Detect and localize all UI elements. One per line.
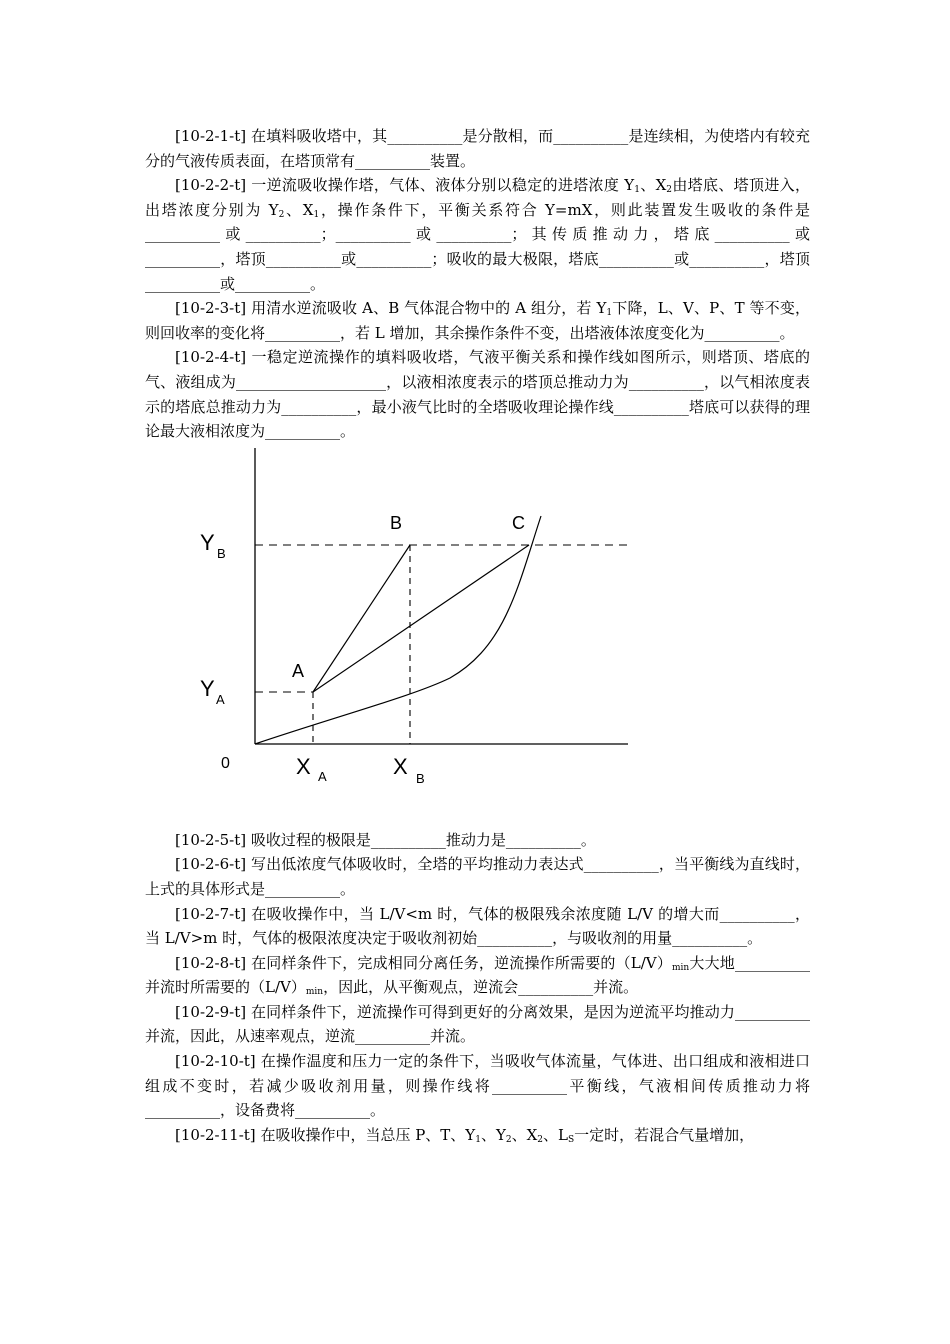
point-a-label: A: [292, 660, 305, 681]
problem-10-2-9: [10-2-9-t] 在同样条件下，逆流操作可得到更好的分离效果，是因为逆流平均推动力__________并流，因此，从速率观点，逆流__________并流。: [145, 1002, 810, 1046]
xa-label: X: [296, 753, 311, 779]
xa-sub-label: A: [318, 768, 327, 784]
problem-10-2-5: [10-2-5-t] 吸收过程的极限是__________推动力是__________。: [175, 830, 596, 849]
yb-sub-label: B: [217, 545, 226, 561]
problem-id: [10-2-2-t]: [175, 176, 247, 195]
problem-10-2-10: [10-2-10-t] 在操作温度和压力一定的条件下，当吸收气体流量，气体进、出口组成和液相进口组成不变时，若减少吸收剂用量，则操作线将__________平衡线，气液相间传质推动力将__________，设备费将__________。: [145, 1052, 810, 1120]
problem-id: [10-2-5-t]: [175, 830, 247, 849]
problem-id: [10-2-3-t]: [175, 299, 247, 318]
problem-id: [10-2-1-t]: [175, 127, 247, 145]
problem-id: [10-2-6-t]: [175, 855, 247, 874]
problem-10-2-2: [10-2-2-t] 一逆流吸收操作塔，气体、液体分别以稳定的进塔浓度 $Y_1$、$X_2$由塔底、塔顶进入，出塔浓度分别为 $Y_2$、$X_1$，操作条件下，平衡关系符合 Y=mX，则此装置发生吸收的条件是__________或__________；__________或__________；其传质推动力，塔底__________或__________，塔顶__________或__________；吸收的最大极限，塔底__________或__________，塔顶__________或__________。: [145, 176, 810, 293]
document-body: [145, 124, 810, 1147]
problem-10-2-7: [10-2-7-t] 在吸收操作中，当 L/V<m 时，气体的极限残余浓度随 L/V 的增大而__________，当 L/V>m 时，气体的极限浓度决定于吸收剂初始__________，与吸收剂的用量__________。: [145, 904, 810, 948]
equilibrium-curve: [255, 516, 541, 744]
problem-10-2-8: [10-2-8-t] 在同样条件下，完成相同分离任务，逆流操作所需要的$(L/V)_{min}$大大地__________并流时所需要的$(L/V)_{min}$，因此，从平衡观点，逆流会__________并流。: [145, 953, 810, 998]
problem-id: [10-2-7-t]: [175, 904, 247, 923]
point-c-label: C: [512, 512, 525, 533]
problem-10-2-4: [10-2-4-t] 一稳定逆流操作的填料吸收塔，气液平衡关系和操作线如图所示，则塔顶、塔底的气、液组成为____________________，以液相浓度表示的塔顶总推动力为__________，以气相浓度表示的塔底总推动力为__________，最小液气比时的全塔吸收理论操作线__________塔底可以获得的理论最大液相浓度为__________。: [145, 348, 810, 441]
problem-id: [10-2-11-t]: [175, 1125, 256, 1144]
origin-label: 0: [221, 754, 230, 772]
problem-id: [10-2-4-t]: [175, 348, 247, 367]
xb-sub-label: B: [416, 770, 425, 786]
equilibrium-operating-line-figure: [145, 444, 810, 828]
point-b-label: B: [390, 512, 403, 533]
diagram-svg: [188, 446, 638, 826]
problem-10-2-3: [10-2-3-t] 用清水逆流吸收 A、B 气体混合物中的 A 组分，若 $Y_1$下降，L、V、P、T 等不变，则回收率的变化将__________，若 L 增加，其余操作条件不变，出塔液体浓度变化为__________。: [145, 299, 810, 342]
problem-id: [10-2-9-t]: [175, 1002, 247, 1021]
problem-id: [10-2-8-t]: [175, 953, 247, 972]
operating-line-ab: [313, 545, 410, 692]
xb-label: X: [393, 753, 408, 779]
ya-label: Y: [200, 675, 215, 701]
yb-label: Y: [200, 529, 215, 555]
operating-line-ac: [313, 545, 529, 692]
problem-id: [10-2-10-t]: [175, 1052, 256, 1071]
problem-10-2-6: [10-2-6-t] 写出低浓度气体吸收时，全塔的平均推动力表达式__________，当平衡线为直线时，上式的具体形式是__________。: [145, 855, 810, 898]
ya-sub-label: A: [216, 691, 225, 707]
problem-10-2-1: [10-2-1-t] 在填料吸收塔中，其__________是分散相，而__________是连续相，为使塔内有较充分的气液传质表面，在塔顶常有__________装置。: [145, 127, 810, 170]
problem-10-2-11: [10-2-11-t] 在吸收操作中，当总压 P、T、$Y_1$、$Y_2$、$X_2$、$L_S$一定时，若混合气量增加，: [175, 1125, 755, 1145]
